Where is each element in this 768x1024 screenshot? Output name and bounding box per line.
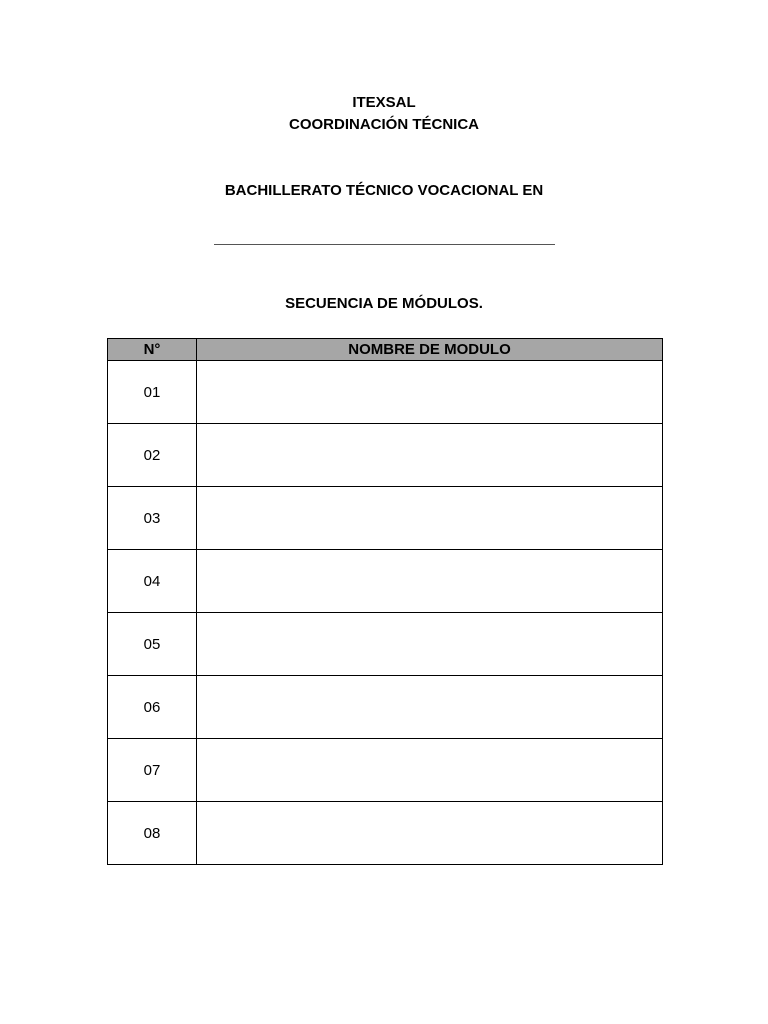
module-name-cell [197,802,663,865]
department-name: COORDINACIÓN TÉCNICA [289,116,479,133]
row-number: 06 [108,676,197,739]
table-row [108,739,663,802]
row-number: 04 [108,550,197,613]
module-name-cell [197,424,663,487]
module-name-cell [197,487,663,550]
column-header-module-name: NOMBRE DE MODULO [197,339,663,361]
table-header-row [108,339,663,361]
row-number: 01 [108,361,197,424]
module-name-cell [197,739,663,802]
section-title: SECUENCIA DE MÓDULOS. [285,295,483,312]
module-name-cell [197,361,663,424]
row-number: 08 [108,802,197,865]
table-row [108,676,663,739]
row-number: 05 [108,613,197,676]
table-row [108,487,663,550]
program-blank-line [214,244,555,245]
row-number: 07 [108,739,197,802]
table-row [108,802,663,865]
table-row [108,424,663,487]
module-name-cell [197,613,663,676]
row-number: 03 [108,487,197,550]
institution-name: ITEXSAL [352,94,416,111]
module-name-cell [197,676,663,739]
program-title: BACHILLERATO TÉCNICO VOCACIONAL EN [224,182,544,199]
column-header-number: N° [108,339,197,361]
table-row [108,613,663,676]
row-number: 02 [108,424,197,487]
table-row [108,361,663,424]
module-name-cell [197,550,663,613]
table-row [108,550,663,613]
modules-table [107,338,663,865]
